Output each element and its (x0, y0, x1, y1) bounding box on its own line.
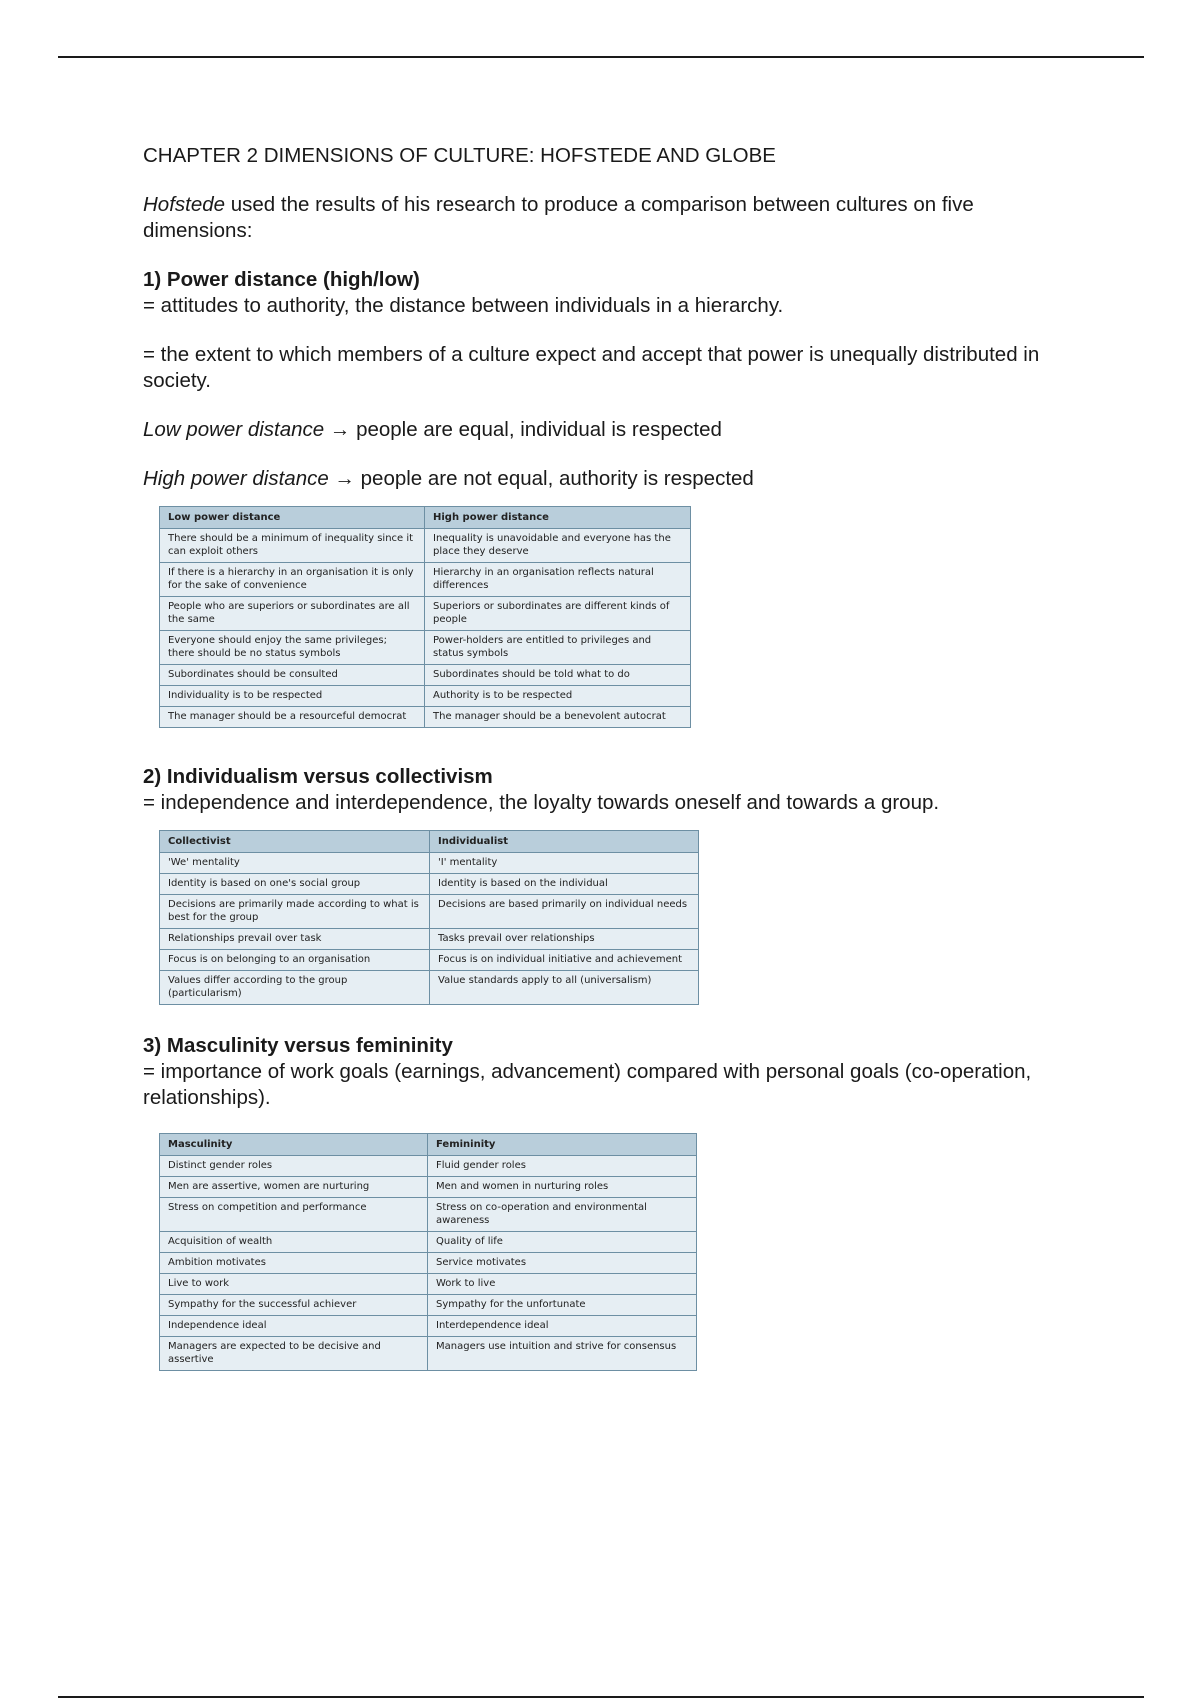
table-header-row (160, 831, 699, 853)
table-row (160, 1295, 697, 1316)
table-cell: Tasks prevail over relationships (430, 929, 699, 950)
table-header-cell: Collectivist (160, 831, 430, 853)
power-distance-table (159, 506, 691, 728)
table-row (160, 529, 691, 563)
masculinity-table-wrap (159, 1133, 1073, 1371)
table-cell: Relationships prevail over task (160, 929, 430, 950)
table-row (160, 874, 699, 895)
table-cell: Sympathy for the successful achiever (160, 1295, 428, 1316)
chapter-title: CHAPTER 2 DIMENSIONS OF CULTURE: HOFSTEDE AND GLOBE (143, 144, 776, 167)
table-cell: If there is a hierarchy in an organisation it is only for the sake of convenience (160, 563, 425, 597)
table-cell: Subordinates should be told what to do (425, 665, 691, 686)
table-cell: Identity is based on the individual (430, 874, 699, 895)
table-cell: Independence ideal (160, 1316, 428, 1337)
table-cell: Service motivates (428, 1253, 697, 1274)
intro-author: Hofstede (143, 193, 226, 216)
table-cell: Focus is on belonging to an organisation (160, 950, 430, 971)
low-power-text: → people are equal, individual is respected (324, 418, 722, 441)
table-header-cell: Masculinity (160, 1134, 428, 1156)
table-row (160, 597, 691, 631)
table-cell: 'We' mentality (160, 853, 430, 874)
table-cell: Superiors or subordinates are different kinds of people (425, 597, 691, 631)
table-row (160, 563, 691, 597)
individualism-heading: 2) Individualism versus collectivism (143, 765, 493, 788)
table-cell: Men and women in nurturing roles (428, 1177, 697, 1198)
table-cell: The manager should be a benevolent autocrat (425, 707, 691, 728)
power-distance-def-1: = attitudes to authority, the distance between individuals in a hierarchy. (143, 294, 784, 317)
table-cell: Decisions are primarily made according to what is best for the group (160, 895, 430, 929)
table-cell: Identity is based on one's social group (160, 874, 430, 895)
table-row (160, 686, 691, 707)
table-row (160, 895, 699, 929)
table-cell: Value standards apply to all (universalism) (430, 971, 699, 1005)
table-header-cell: High power distance (425, 507, 691, 529)
table-cell: Live to work (160, 1274, 428, 1295)
power-distance-table-wrap (159, 506, 1073, 728)
table-cell: Distinct gender roles (160, 1156, 428, 1177)
table-header-cell: Femininity (428, 1134, 697, 1156)
table-cell: People who are superiors or subordinates are all the same (160, 597, 425, 631)
table-cell: Men are assertive, women are nurturing (160, 1177, 428, 1198)
table-row (160, 853, 699, 874)
table-cell: Stress on competition and performance (160, 1198, 428, 1232)
individualism-def: = independence and interdependence, the loyalty towards oneself and towards a group. (143, 791, 940, 814)
table-cell: Hierarchy in an organisation reflects natural differences (425, 563, 691, 597)
masculinity-def: = importance of work goals (earnings, advancement) compared with personal goals (co-operation, relationships). (143, 1060, 1032, 1109)
table-row (160, 1198, 697, 1232)
table-cell: Focus is on individual initiative and achievement (430, 950, 699, 971)
page-content (143, 143, 1073, 1371)
masculinity-heading: 3) Masculinity versus femininity (143, 1034, 453, 1057)
table-cell: The manager should be a resourceful democrat (160, 707, 425, 728)
table-row (160, 1232, 697, 1253)
table-row (160, 1177, 697, 1198)
table-cell: Managers are expected to be decisive and assertive (160, 1337, 428, 1371)
table-cell: Fluid gender roles (428, 1156, 697, 1177)
table-cell: Quality of life (428, 1232, 697, 1253)
intro-text: used the results of his research to produce a comparison between cultures on five dimensions: (143, 193, 974, 242)
table-row (160, 1253, 697, 1274)
table-row (160, 971, 699, 1005)
table-row (160, 929, 699, 950)
table-row (160, 1337, 697, 1371)
power-distance-def-2: = the extent to which members of a culture expect and accept that power is unequally distributed in society. (143, 343, 1040, 392)
table-row (160, 631, 691, 665)
table-cell: Inequality is unavoidable and everyone has the place they deserve (425, 529, 691, 563)
table-row (160, 665, 691, 686)
table-header-cell: Low power distance (160, 507, 425, 529)
high-power-label: High power distance (143, 467, 329, 490)
individualism-table (159, 830, 699, 1005)
table-cell: Acquisition of wealth (160, 1232, 428, 1253)
table-cell: Ambition motivates (160, 1253, 428, 1274)
intro-paragraph (143, 192, 1073, 244)
table-row (160, 1274, 697, 1295)
table-row (160, 1156, 697, 1177)
table-header-row (160, 507, 691, 529)
table-cell: Sympathy for the unfortunate (428, 1295, 697, 1316)
table-row (160, 1316, 697, 1337)
table-cell: Stress on co-operation and environmental awareness (428, 1198, 697, 1232)
table-cell: Managers use intuition and strive for consensus (428, 1337, 697, 1371)
table-cell: Values differ according to the group (particularism) (160, 971, 430, 1005)
table-cell: Decisions are based primarily on individual needs (430, 895, 699, 929)
low-power-label: Low power distance (143, 418, 325, 441)
table-row (160, 950, 699, 971)
table-cell: Everyone should enjoy the same privileges; there should be no status symbols (160, 631, 425, 665)
power-distance-heading: 1) Power distance (high/low) (143, 268, 420, 291)
high-power-distance-line (143, 466, 1073, 492)
table-cell: Authority is to be respected (425, 686, 691, 707)
table-cell: 'I' mentality (430, 853, 699, 874)
table-cell: Work to live (428, 1274, 697, 1295)
bottom-rule (58, 1696, 1144, 1698)
top-rule (58, 56, 1144, 58)
table-cell: Interdependence ideal (428, 1316, 697, 1337)
table-row (160, 707, 691, 728)
table-cell: Subordinates should be consulted (160, 665, 425, 686)
high-power-text: → people are not equal, authority is respected (328, 467, 754, 490)
table-cell: Power-holders are entitled to privileges and status symbols (425, 631, 691, 665)
individualism-table-wrap (159, 830, 1073, 1005)
table-header-row (160, 1134, 697, 1156)
masculinity-table (159, 1133, 697, 1371)
low-power-distance-line (143, 417, 1073, 443)
table-cell: Individuality is to be respected (160, 686, 425, 707)
table-cell: There should be a minimum of inequality since it can exploit others (160, 529, 425, 563)
table-header-cell: Individualist (430, 831, 699, 853)
